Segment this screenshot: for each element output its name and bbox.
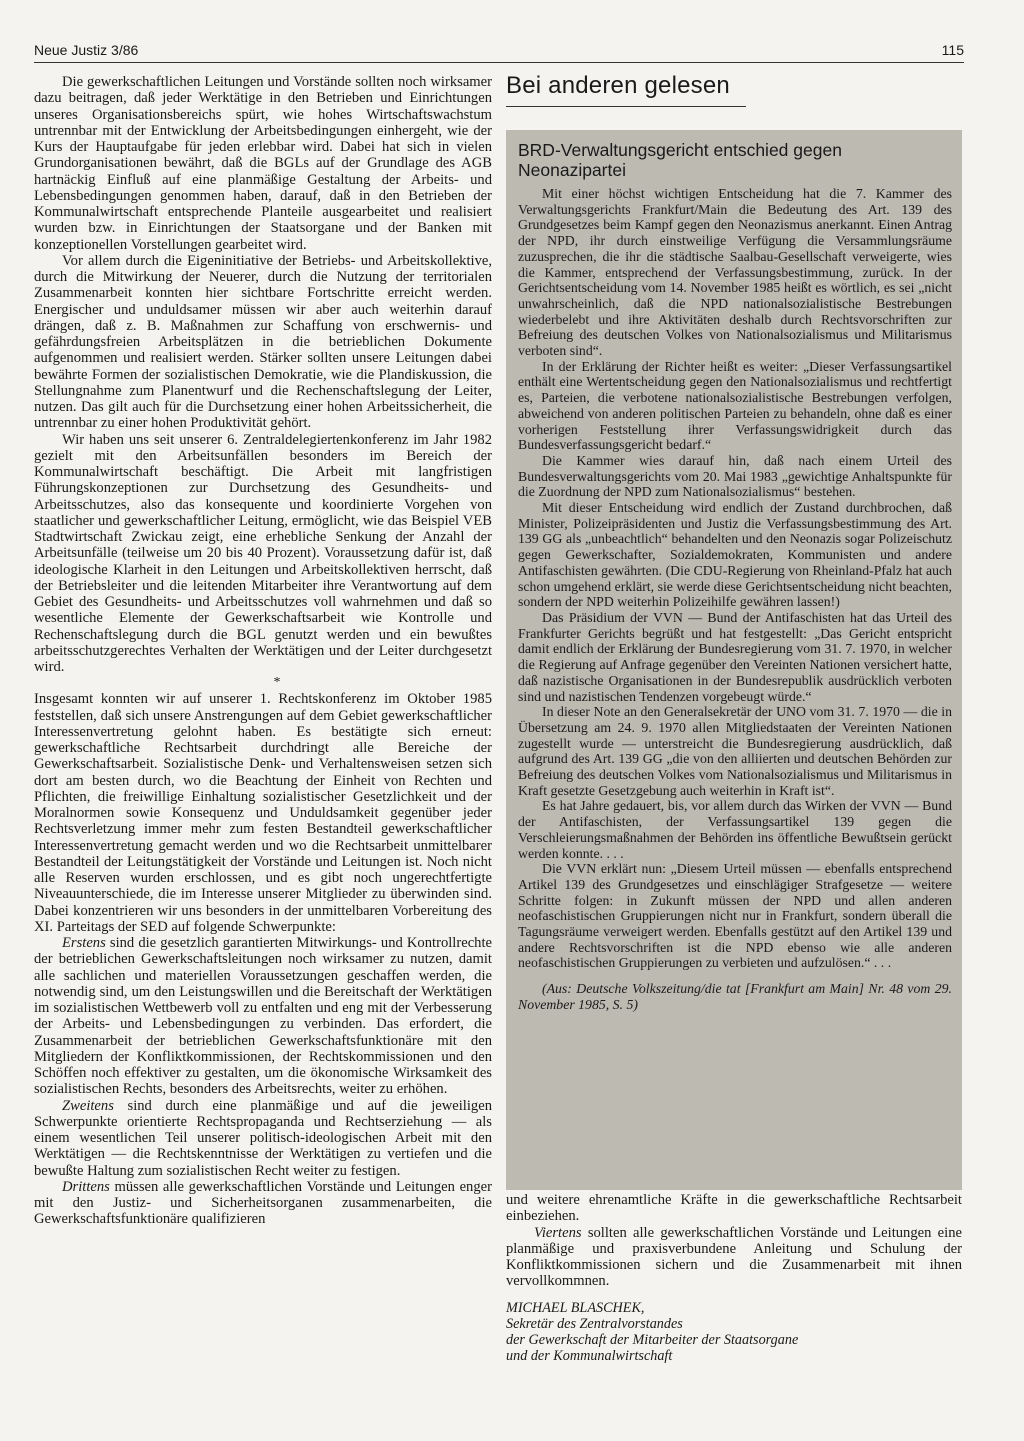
author-role: der Gewerkschaft der Mitarbeiter der Staatsorgane	[506, 1331, 799, 1348]
paragraph: und weitere ehrenamtliche Kräfte in die gewerkschaftliche Rechtsarbeit einbeziehen.	[506, 1192, 962, 1225]
page-header	[34, 38, 964, 63]
journal-title: Neue Justiz 3/86	[34, 42, 139, 58]
page-number: 115	[941, 42, 964, 58]
article-paragraph: In der Erklärung der Richter heißt es weiter: „Dieser Verfassungsartikel enthält eine Wertentscheidung gegen den Nationalsozialismus und rechtfertigt es, Parteien, die verbotene nationalsozialistische Bestrebungen verfolgen, abweichend von anderen politischen Parteien zu behandeln, ohne daß es einer vorherigen Feststellung ihrer Verfassungswidrigkeit durch das Bundesverfassungsgericht bedarf.“	[518, 358, 952, 453]
article-paragraph: Das Präsidium der VVN — Bund der Antifaschisten hat das Urteil des Frankfurter Gerichts begrüßt und hat festgestellt: „Das Gericht entspricht damit endlich der Erklärung der Bundesregierung vom 31. 7. 1970, in welcher die Regierung auf Anfrage gegenüber den Vereinten Nationen versichert hatte, daß nazistische Organisationen in der Bundesrepublik ausdrücklich verboten sind und nazistischen Tendenzen vorgebeugt würde.“	[518, 609, 952, 704]
enumeration-word: Viertens	[534, 1224, 582, 1241]
left-column	[34, 74, 492, 1384]
paragraph-zweitens	[34, 1098, 492, 1179]
title-underline	[506, 106, 746, 107]
enumeration-word: Drittens	[62, 1178, 110, 1195]
right-column-continuation	[506, 1192, 962, 1372]
paragraph: Vor allem durch die Eigeninitiative der Betriebs- und Arbeitskollektive, durch die Mitwirkung der Neuerer, durch die Nutzung der territorialen Zusammenarbeit konnten hier sichtbare Fortschritte erreicht werden. Energischer und unduldsamer müssen wir aber auch weiterhin darauf drängen, daß z. B. Maßnahmen zur Schaffung von erschwernis- und gefährdungsfreien Arbeitsplätzen in die betrieblichen Dokumente aufgenommen und realisiert werden. Stärker sollten unsere Leitungen dabei bewährte Formen der sozialistischen Demokratie, wie die Plandiskussion, die Stellungnahme zum Planentwurf und die Rechenschaftslegung der Leiter, nutzen. Das gilt auch für die Durchsetzung einer hohen Arbeitssicherheit, die untrennbar zu einer hohen Produktivität gehört.	[34, 252, 492, 432]
author-role: und der Kommunalwirtschaft	[506, 1347, 673, 1364]
article-paragraph: Die VVN erklärt nun: „Diesem Urteil müssen — ebenfalls entsprechend Artikel 139 des Grundgesetzes und einschlägiger Strafgesetze — weitere Schritte folgen: in Zukunft müssen der NPD und allen anderen neofaschistischen Gruppierungen nicht nur in Frankfurt, sondern überall die Tagungsräume verweigert werden. Ebenfalls gestützt auf den Artikel 139 und andere Rechtsvorschriften ist die NPD ebenso wie alle anderen neofaschistischen Gruppierungen zu verbieten und aufzulösen.“ . . .	[518, 861, 952, 971]
article-paragraph: Es hat Jahre gedauert, bis, vor allem durch das Wirken der VVN — Bund der Antifaschisten, der Verfassungsartikel 139 gegen die Verschleierungsmaßnahmen der Behörden ins öffentliche Bewußtsein gerückt werden konnte. . . .	[518, 798, 952, 861]
paragraph-text: sind durch eine planmäßige und auf die jeweiligen Schwerpunkte orientierte Rechtspropaganda und Rechtserziehung — als einem wesentlichen Teil unserer politisch-ideologischen Arbeit mit den Werktätigen — die Rechtskenntnisse der Werktätigen zu vertiefen und die bewußte Haltung zum sozialistischen Recht weiter zu festigen.	[34, 1097, 492, 1179]
article-paragraph: Mit einer höchst wichtigen Entscheidung hat die 7. Kammer des Verwaltungsgerichts Frankfurt/Main die Bedeutung des Art. 139 des Grundgesetzes beim Kampf gegen den Neonazismus anerkannt. Einen Antrag der NPD, ihr durch einstweilige Verfügung die Versammlungsräume zuzusprechen, die ihr die städtische Saalbau-Gesellschaft verweigerte, wies die Kammer, entsprechend der Verfassungsbestimmung, zurück. In der Gerichtsentscheidung vom 14. November 1985 heißt es wörtlich, es sei „nicht unwahrscheinlich, daß die NPD nationalsozialistische Bestrebungen wiederbelebt und ihre Aktivitäten deshalb durch Rechtsvorschriften zur Befreiung des deutschen Volkes von Nationalsozialismus und Militarismus verboten sind“.	[518, 186, 952, 359]
paragraph: Die gewerkschaftlichen Leitungen und Vorstände sollten noch wirksamer dazu beitragen, daß jeder Werktätige in den Betrieben und Einrichtungen unseres Organisationsbereichs spürt, wie hohes Wirtschaftswachstum untrennbar mit der Entwicklung der Arbeitsbedingungen einhergeht, wie der Kurs der Hauptaufgabe für jeden erlebbar wird. Dabei hat sich in vielen Grundorganisationen bewährt, daß die BGLs auf der Grundlage des AGB hartnäckig Einfluß auf eine planmäßige Gestaltung der Arbeits- und Lebensbedingungen genommen haben, darauf, daß in den Betrieben der Kommunalwirtschaft entsprechende Planteile ausgearbeitet und realisiert wurden bzw. in Einrichtungen der Staatsorgane und der Banken mit konzeptionellen Vorstellungen gearbeitet wird.	[34, 74, 492, 253]
paragraph: Insgesamt konnten wir auf unserer 1. Rechtskonferenz im Oktober 1985 feststellen, daß sich unsere Anstrengungen auf dem Gebiet gewerkschaftlicher Interessenvertretung gelohnt haben. Es bestätigte sich erneut: gewerkschaftliche Rechtsarbeit durchdringt alle Bereiche der Gewerkschaftsarbeit. Sozialistische Denk- und Verhaltensweisen setzen sich dort am besten durch, wo die Beachtung der Einheit von Rechten und Pflichten, die freiwillige Einhaltung sozialistischer Gesetzlichkeit und der Moralnormen sowie Konsequenz und Unduldsamkeit gegenüber jeder Rechtsverletzung immer mehr zum festen Bestandteil gewerkschaftlicher Interessenvertretung gemacht werden und wo die Rechtsarbeit unmittelbarer Bestandteil der Leitungstätigkeit der Vorstände und Leitungen ist. Noch nicht alle Reserven wurden erschlossen, und es gibt noch ungerechtfertigte Niveauunterschiede, die im Interesse unserer Mitglieder zu überwinden sind. Dabei konzentrieren wir uns besonders in der unmittelbaren Vorbereitung des XI. Parteitags der SED auf folgende Schwerpunkte:	[34, 691, 492, 935]
article-paragraph: In dieser Note an den Generalsekretär der UNO vom 31. 7. 1970 — die in Übersetzung am 24. 9. 1970 allen Mitgliedstaaten der Vereinten Nationen zugestellt wurde — unterstreicht die Bundesregierung ausdrücklich, daß aufgrund des Art. 139 GG „die von den alliierten und deutschen Behörden zur Befreiung des deutschen Volkes vom Nationalsozialismus und Militarismus in Kraft gesetzte Gesetzgebung auch weiterhin in Kraft ist“.	[518, 704, 952, 798]
enumeration-word: Erstens	[62, 935, 106, 951]
author-signature	[506, 1300, 962, 1364]
author-role: Sekretär des Zentralvorstandes	[506, 1315, 683, 1332]
section-title: Bei anderen gelesen	[506, 72, 730, 99]
article-paragraph: Mit dieser Entscheidung wird endlich der Zustand durchbrochen, daß Minister, Polizeipräsidenten und Justiz die Verfassungsbestimmung des Art. 139 GG als „unbeachtlich“ behandelten und den Neonazis sogar Polizeischutz gegen Gewerkschafter, Sozialdemokraten, Kommunisten und andere Antifaschisten gewährten. (Die CDU-Regierung von Rheinland-Pfalz hat auch schon umgehend erklärt, sie werde diese Gerichtsentscheidung nicht beachten, sondern der NPD weiterhin Polizeihilfe gewähren lassen!)	[518, 500, 952, 610]
paragraph-text: müssen alle gewerkschaftlichen Vorstände und Leitungen enger mit den Justiz- und Sicherheitsorganen zusammenarbeiten, die Gewerkschaftsfunktionäre qualifizieren	[34, 1178, 492, 1228]
paragraph-text: sind die gesetzlich garantierten Mitwirkungs- und Kontrollrechte der betrieblichen Gewerkschaftsleitungen noch wirksamer zu nutzen, damit alle sachlichen und materiellen Voraussetzungen geschaffen werden, die notwendig sind, um den Leistungswillen und die Bereitschaft der Werktätigen im sozialistischen Wettbewerb voll zu entfalten und eng mit der Verbesserung der Arbeits- und Lebensbedingungen zu verbinden. Das erfordert, die Zusammenarbeit der betrieblichen Gewerkschaftsfunktionäre mit den Mitgliedern der Konfliktkommissionen, der Rechtskommissionen und den Schöffen noch effektiver zu gestalten, um die ökonomische Wirksamkeit des sozialistischen Rechts, besonders des Arbeitsrechts, weiter zu erhöhen.	[34, 935, 492, 1098]
paragraph-erstens	[34, 935, 492, 1098]
section-header	[506, 72, 962, 108]
article-source: (Aus: Deutsche Volkszeitung/die tat [Frankfurt am Main] Nr. 48 vom 29. November 1985, S. 5)	[518, 981, 952, 1012]
quoted-article-box	[506, 130, 962, 1190]
section-separator: *	[273, 675, 281, 691]
paragraph: Wir haben uns seit unserer 6. Zentraldelegiertenkonferenz im Jahr 1982 gezielt mit den Arbeitsunfällen besonders im Bereich der Kommunalwirtschaft beschäftigt. Die Arbeit mit langfristigen Führungskonzeptionen zur Durchsetzung des Gesundheits- und Arbeitsschutzes, also das konsequente und koordinierte Vorgehen von staatlicher und gewerkschaftlicher Leitung, ermöglicht, wie das Beispiel VEB Stadtwirtschaft Zwickau zeigt, eine erhebliche Senkung der Anzahl der Arbeitsunfälle (teilweise um 20 bis 40 Prozent). Voraussetzung dafür ist, daß ideologische Klarheit in den Leitungen und Arbeitskollektiven herrscht, daß der Betriebsleiter und die leitenden Mitarbeiter ihre Verantwortung auf dem Gebiet des Gesundheits- und Arbeitsschutzes voll wahrnehmen und daß so wesentliche Elemente der Gewerkschaftsarbeit wie Kontrolle und Rechenschaftslegung durch die BGL genutzt werden und ein bewußtes arbeitsschutzgerechtes Verhalten der Werktätigen und der Leiter durchgesetzt wird.	[34, 431, 492, 675]
paragraph-viertens	[506, 1225, 962, 1290]
article-headline: BRD-Verwaltungsgericht entschied gegen Neonazipartei	[518, 140, 842, 180]
paragraph-text: sollten alle gewerkschaftlichen Vorstände und Leitungen eine planmäßige und praxisverbundene Anleitung und Schulung der Konfliktkommissionen sichern und die Zusammenarbeit mit ihnen vervollkommnen.	[506, 1224, 962, 1290]
article-paragraph: Die Kammer wies darauf hin, daß nach einem Urteil des Bundesverwaltungsgerichts vom 20. Mai 1983 „gewichtige Anhaltspunkte für die Zuordnung der NPD zum Nationalsozialismus“ bestehen.	[518, 452, 952, 500]
enumeration-word: Zweitens	[62, 1097, 114, 1114]
author-name: MICHAEL BLASCHEK,	[506, 1299, 645, 1316]
paragraph-drittens	[34, 1179, 492, 1228]
